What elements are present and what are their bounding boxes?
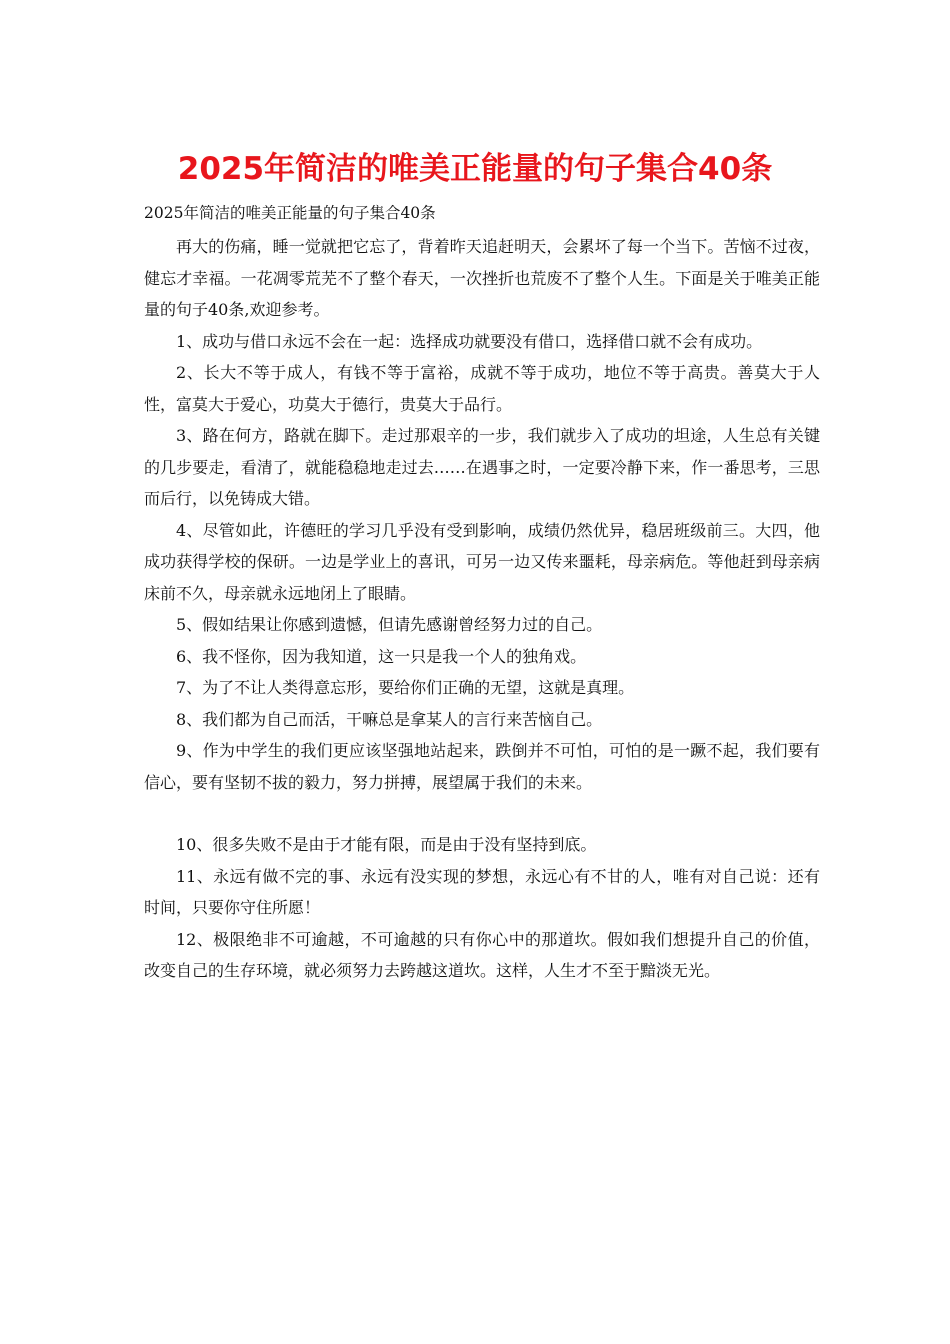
document-title: 2025年简洁的唯美正能量的句子集合40条 — [177, 151, 773, 187]
sentence-12: 12、极限绝非不可逾越，不可逾越的只有你心中的那道坎。假如我们想提升自己的价值，改变自己的生存环境，就必须努力去跨越这道坎。这样，人生才不至于黯淡无光。 — [144, 929, 820, 980]
sentence-7: 7、为了不让人类得意忘形，要给你们正确的无望，这就是真理。 — [176, 678, 635, 697]
sentence-3: 3、路在何方，路就在脚下。走过那艰辛的一步，我们就步入了成功的坦途，人生总有关键的几步要走，看清了，就能稳稳地走过去……在遇事之时，一定要冷静下来，作一番思考，三思而后行，以免铸成大错。 — [144, 426, 820, 508]
sentence-6: 6、我不怪你，因为我知道，这一只是我一个人的独角戏。 — [176, 646, 587, 666]
sentence-8: 8、我们都为自己而活，干嘛总是拿某人的言行来苦恼自己。 — [176, 709, 603, 729]
sentence-4: 4、尽管如此，许德旺的学习几乎没有受到影响，成绩仍然优异，稳居班级前三。大四，他成功获得学校的保研。一边是学业上的喜讯，可另一边又传来噩耗，母亲病危。等他赶到母亲病床前不久，母亲就永远地闭上了眼睛。 — [144, 520, 820, 603]
sentence-1: 1、成功与借口永远不会在一起：选择成功就要没有借口，选择借口就不会有成功。 — [176, 331, 763, 351]
sentence-5: 5、假如结果让你感到遗憾，但请先感谢曾经努力过的自己。 — [176, 615, 603, 634]
sentence-10: 10、很多失败不是由于才能有限，而是由于没有坚持到底。 — [176, 835, 597, 854]
sentence-2: 2、长大不等于成人，有钱不等于富裕，成就不等于成功，地位不等于高贵。善莫大于人性，富莫大于爱心，功莫大于德行，贵莫大于品行。 — [144, 363, 820, 414]
document-subtitle: 2025年简洁的唯美正能量的句子集合40条 — [144, 204, 436, 222]
document-body — [144, 231, 820, 987]
intro-paragraph: 再大的伤痛，睡一觉就把它忘了，背着昨天追赶明天，会累坏了每一个当下。苦恼不过夜，健忘才幸福。一花凋零荒芜不了整个春天，一次挫折也荒废不了整个人生。下面是关于唯美正能量的句子40条,欢迎参考。 — [144, 237, 820, 319]
sentence-9: 9、作为中学生的我们更应该坚强地站起来，跌倒并不可怕，可怕的是一蹶不起，我们要有信心，要有坚韧不拔的毅力，努力拼搏，展望属于我们的未来。 — [144, 741, 820, 792]
sentence-11: 11、永远有做不完的事、永远有没实现的梦想，永远心有不甘的人，唯有对自己说：还有时间，只要你守住所愿！ — [144, 866, 820, 917]
